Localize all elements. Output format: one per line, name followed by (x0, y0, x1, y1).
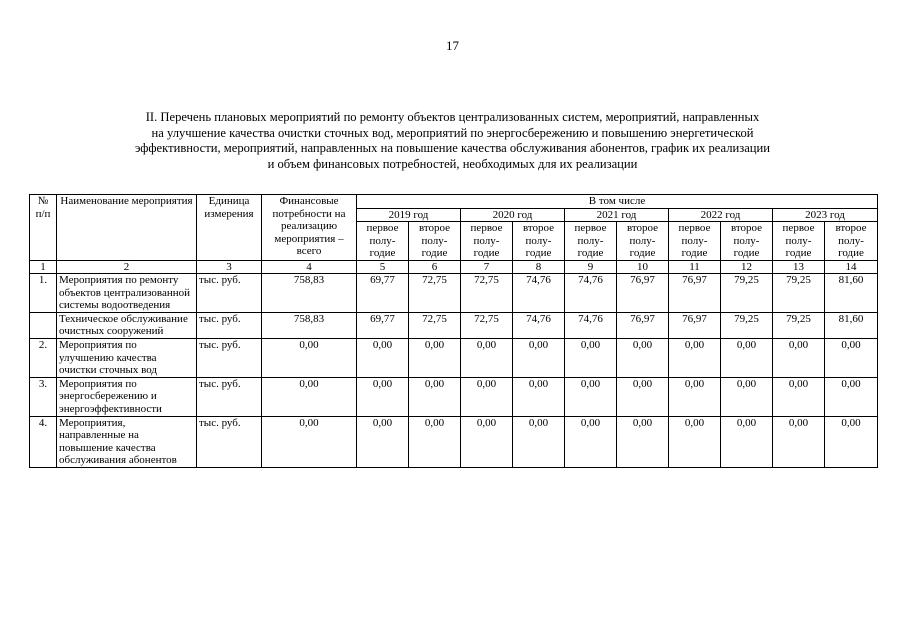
row-value: 0,00 (721, 338, 773, 377)
title-line: II. Перечень плановых мероприятий по ремонту объектов централизованных систем, мероприятий, направленных (145, 110, 760, 124)
row-value: 0,00 (617, 416, 669, 467)
row-value: 0,00 (357, 338, 409, 377)
column-number: 8 (513, 260, 565, 273)
row-value: 0,00 (513, 338, 565, 377)
header-half-second: второе полу-годие (617, 222, 669, 261)
table-row (30, 338, 878, 377)
column-number: 4 (262, 260, 357, 273)
table-row (30, 273, 878, 312)
header-year: 2021 год (565, 208, 669, 222)
row-value: 0,00 (669, 377, 721, 416)
header-half-first: первое полу-годие (565, 222, 617, 261)
row-value: 0,00 (409, 377, 461, 416)
header-half-second: второе полу-годие (409, 222, 461, 261)
row-number: 1. (30, 273, 57, 312)
header-half-first: первое полу-годие (669, 222, 721, 261)
row-total: 758,83 (262, 273, 357, 312)
header-year: 2022 год (669, 208, 773, 222)
row-number (30, 312, 57, 338)
column-number: 1 (30, 260, 57, 273)
row-value: 0,00 (825, 338, 878, 377)
row-value: 0,00 (721, 377, 773, 416)
row-value: 0,00 (357, 377, 409, 416)
row-value: 81,60 (825, 312, 878, 338)
column-number: 10 (617, 260, 669, 273)
header-finance: Финансовые потребности на реализацию мероприятия – всего (262, 195, 357, 261)
row-value: 79,25 (773, 273, 825, 312)
row-value: 0,00 (513, 377, 565, 416)
row-value: 0,00 (721, 416, 773, 467)
row-value: 0,00 (773, 416, 825, 467)
header-half-first: первое полу-годие (773, 222, 825, 261)
row-unit: тыс. руб. (197, 312, 262, 338)
row-value: 76,97 (617, 273, 669, 312)
row-value: 0,00 (669, 338, 721, 377)
row-value: 0,00 (461, 377, 513, 416)
table-row (30, 312, 878, 338)
row-value: 0,00 (565, 338, 617, 377)
row-value: 74,76 (513, 312, 565, 338)
header-year: 2019 год (357, 208, 461, 222)
row-value: 72,75 (409, 312, 461, 338)
header-unit: Единица измерения (197, 195, 262, 261)
row-name: Мероприятия по ремонту объектов централизованной системы водоотведения (57, 273, 197, 312)
row-value: 74,76 (565, 312, 617, 338)
row-value: 76,97 (669, 312, 721, 338)
table-row (30, 416, 878, 467)
row-value: 0,00 (617, 338, 669, 377)
row-total: 758,83 (262, 312, 357, 338)
row-value: 0,00 (461, 338, 513, 377)
row-name: Мероприятия, направленные на повышение качества обслуживания абонентов (57, 416, 197, 467)
header-num: № п/п (30, 195, 57, 261)
row-value: 0,00 (669, 416, 721, 467)
document-title (40, 110, 865, 172)
row-unit: тыс. руб. (197, 377, 262, 416)
plan-table (29, 194, 878, 468)
column-number: 13 (773, 260, 825, 273)
header-year: 2023 год (773, 208, 878, 222)
row-value: 0,00 (409, 338, 461, 377)
column-number: 3 (197, 260, 262, 273)
row-value: 0,00 (357, 416, 409, 467)
row-value: 69,77 (357, 273, 409, 312)
row-value: 76,97 (669, 273, 721, 312)
row-value: 0,00 (409, 416, 461, 467)
row-number: 4. (30, 416, 57, 467)
title-line: и объем финансовых потребностей, необходимых для их реализации (267, 156, 638, 171)
row-value: 0,00 (825, 416, 878, 467)
row-value: 0,00 (565, 416, 617, 467)
row-value: 72,75 (409, 273, 461, 312)
title-line: на улучшение качества очистки сточных вод, мероприятий по энергосбережению и повышению энергетической (151, 125, 754, 140)
column-number: 14 (825, 260, 878, 273)
header-half-first: первое полу-годие (461, 222, 513, 261)
row-unit: тыс. руб. (197, 273, 262, 312)
row-value: 79,25 (721, 312, 773, 338)
row-value: 81,60 (825, 273, 878, 312)
column-number: 11 (669, 260, 721, 273)
row-value: 0,00 (773, 377, 825, 416)
column-number: 9 (565, 260, 617, 273)
row-total: 0,00 (262, 377, 357, 416)
row-value: 0,00 (617, 377, 669, 416)
row-name: Мероприятия по энергосбережению и энергоэффективности (57, 377, 197, 416)
row-value: 0,00 (513, 416, 565, 467)
row-name: Техническое обслуживание очистных сооружений (57, 312, 197, 338)
column-number: 7 (461, 260, 513, 273)
header-half-second: второе полу-годие (513, 222, 565, 261)
row-value: 74,76 (565, 273, 617, 312)
row-value: 74,76 (513, 273, 565, 312)
header-year: 2020 год (461, 208, 565, 222)
row-value: 72,75 (461, 312, 513, 338)
row-unit: тыс. руб. (197, 338, 262, 377)
column-number: 12 (721, 260, 773, 273)
row-value: 79,25 (773, 312, 825, 338)
row-name: Мероприятия по улучшению качества очистки сточных вод (57, 338, 197, 377)
row-number: 2. (30, 338, 57, 377)
row-value: 69,77 (357, 312, 409, 338)
header-half-second: второе полу-годие (721, 222, 773, 261)
header-including: В том числе (357, 195, 878, 209)
row-total: 0,00 (262, 416, 357, 467)
header-half-first: первое полу-годие (357, 222, 409, 261)
row-value: 0,00 (825, 377, 878, 416)
row-value: 0,00 (773, 338, 825, 377)
column-number: 6 (409, 260, 461, 273)
row-value: 0,00 (461, 416, 513, 467)
row-value: 79,25 (721, 273, 773, 312)
table-row (30, 377, 878, 416)
page-number: 17 (446, 38, 459, 53)
column-number: 5 (357, 260, 409, 273)
row-value: 76,97 (617, 312, 669, 338)
row-number: 3. (30, 377, 57, 416)
title-line: эффективности, мероприятий, направленных на повышение качества обслуживания абонентов, график их реализации (134, 141, 771, 156)
row-value: 0,00 (565, 377, 617, 416)
row-unit: тыс. руб. (197, 416, 262, 467)
row-total: 0,00 (262, 338, 357, 377)
row-value: 72,75 (461, 273, 513, 312)
header-half-second: второе полу-годие (825, 222, 878, 261)
column-number: 2 (57, 260, 197, 273)
header-name: Наименование мероприятия (57, 195, 197, 261)
